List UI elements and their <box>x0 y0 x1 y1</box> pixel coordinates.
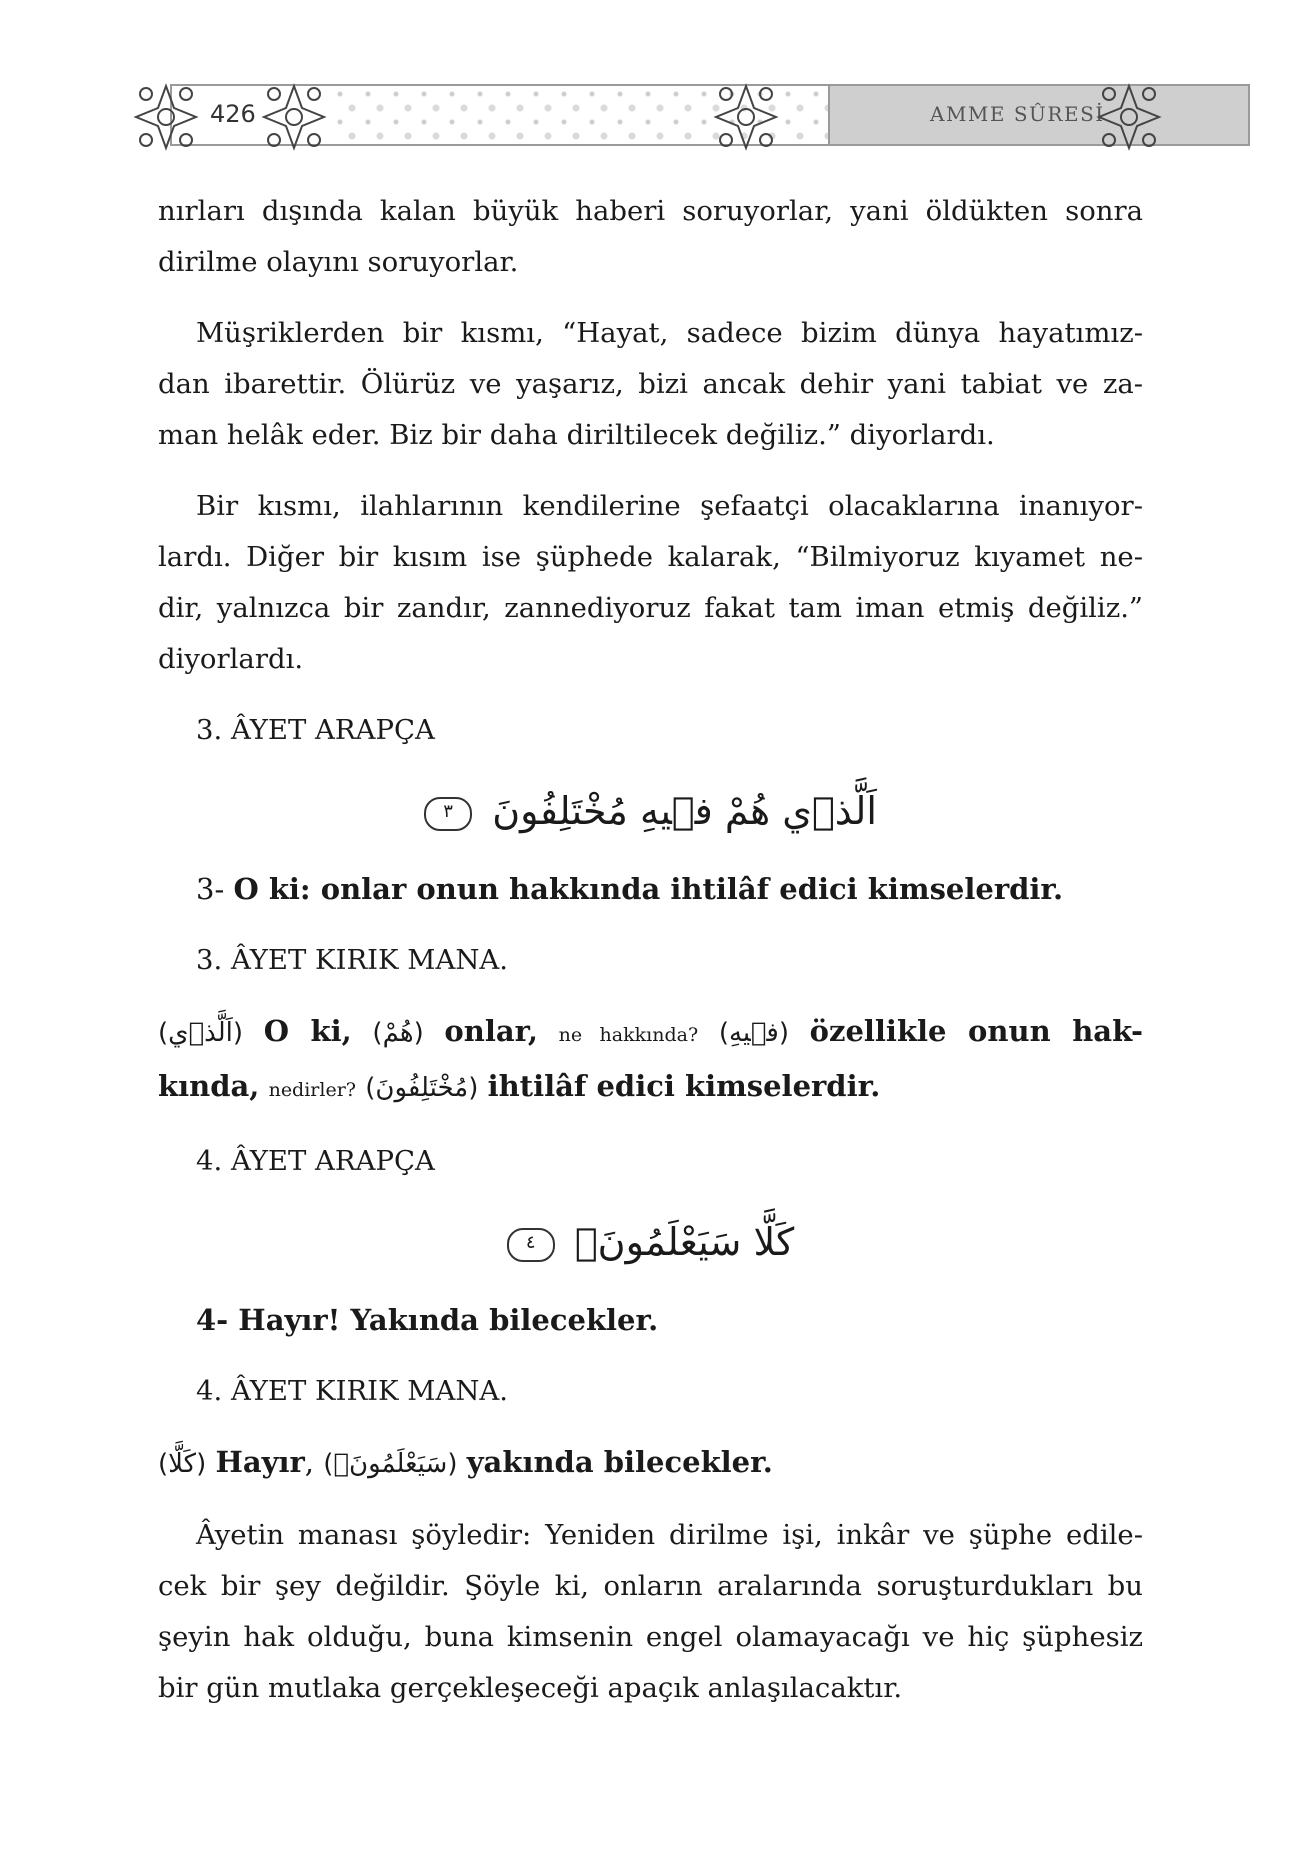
paragraph <box>158 481 1143 685</box>
arabic-word: (مُخْتَلِفُونَ) <box>365 1073 479 1103</box>
ayet-translation <box>196 864 1143 915</box>
word-meaning: ihtilâf edici kimselerdir. <box>487 1069 881 1103</box>
word-meaning: yakında bilecekler. <box>466 1445 773 1479</box>
page-header <box>130 78 1165 156</box>
text-line: diyorlardı. <box>158 643 304 675</box>
ornament-icon <box>130 78 202 156</box>
word-meaning: kında, <box>158 1069 260 1103</box>
translation-number: 3- <box>196 872 234 906</box>
text-line: dirilme olayını soruyorlar. <box>158 246 519 278</box>
ayet-kirik-heading: 3. ÂYET KIRIK MANA. <box>196 944 508 976</box>
text-line: Bir kısmı, ilahlarının kendilerine şefaatçi olacaklarına inanıyor- <box>196 490 1143 522</box>
text-line: dir, yalnızca bir zandır, zannediyoruz fakat tam iman etmiş değiliz.” <box>158 592 1143 624</box>
text-line: man helâk eder. Biz bir daha diriltilecek değiliz.” diyorlardı. <box>158 419 995 451</box>
paragraph <box>158 1510 1143 1714</box>
ornament-icon <box>710 78 782 156</box>
text-line: şeyin hak olduğu, buna kimsenin engel olamayacağı ve hiç şüphesiz <box>158 1621 1143 1653</box>
arabic-word: (ف۪يهِ) <box>718 1018 789 1048</box>
paragraph <box>158 186 1143 288</box>
ornament-icon <box>1093 78 1165 156</box>
word-meaning: özellikle onun hak- <box>809 1014 1144 1048</box>
verse-number-mark: ٤ <box>507 1228 555 1262</box>
arabic-word: (اَلَّذ۪ي) <box>158 1018 244 1048</box>
arabic-verse-text: كَلَّا سَيَعْلَمُونَۙ <box>574 1220 795 1264</box>
ayet-arabic-heading: 4. ÂYET ARAPÇA <box>196 1145 435 1177</box>
arabic-verse <box>158 1207 1143 1277</box>
kirik-mana <box>158 1006 1143 1116</box>
kirik-mana <box>158 1437 1143 1490</box>
ornament-icon <box>258 78 330 156</box>
question-note: ne hakkında? <box>558 1024 699 1046</box>
text-line: dan ibarettir. Ölürüz ve yaşarız, bizi ancak dehir yani tabiat ve za- <box>158 368 1143 400</box>
running-title: AMME SÛRESİ <box>930 102 1105 126</box>
arabic-verse-text: اَلَّذ۪ي هُمْ ف۪يهِ مُخْتَلِفُونَ <box>492 789 877 833</box>
page-content <box>158 186 1143 1734</box>
kirik-line <box>158 1061 1143 1116</box>
text-line: lardı. Diğer bir kısım ise şüphede kalarak, “Bilmiyoruz kıyamet ne- <box>158 541 1143 573</box>
ayet-translation: 4- Hayır! Yakında bilecekler. <box>196 1303 659 1337</box>
arabic-verse <box>158 776 1143 846</box>
ayet-arabic-heading: 3. ÂYET ARAPÇA <box>196 714 435 746</box>
arabic-word: (كَلَّا) <box>158 1449 207 1479</box>
separator: , <box>304 1445 324 1479</box>
text-line: nırları dışında kalan büyük haberi soruyorlar, yani öldükten sonra <box>158 195 1143 227</box>
arabic-word: (سَيَعْلَمُونَۙ) <box>323 1449 458 1479</box>
ayet-kirik-heading: 4. ÂYET KIRIK MANA. <box>196 1375 508 1407</box>
paragraph <box>158 308 1143 461</box>
translation-text: O ki: onlar onun hakkında ihtilâf edici kimselerdir. <box>233 872 1064 906</box>
text-line: Müşriklerden bir kısmı, “Hayat, sadece bizim dünya hayatımız- <box>196 317 1143 349</box>
word-meaning: onlar, <box>444 1014 538 1048</box>
text-line: Âyetin manası şöyledir: Yeniden dirilme işi, inkâr ve şüphe edile- <box>196 1519 1143 1551</box>
text-line: bir gün mutlaka gerçekleşeceği apaçık anlaşılacaktır. <box>158 1672 903 1704</box>
text-line: cek bir şey değildir. Şöyle ki, onların aralarında soruşturdukları bu <box>158 1570 1143 1602</box>
kirik-line <box>158 1006 1143 1061</box>
word-meaning: O ki, <box>263 1014 352 1048</box>
question-note: nedirler? <box>268 1079 356 1101</box>
verse-number-mark: ٣ <box>424 797 472 831</box>
page-number: 426 <box>210 100 256 128</box>
arabic-word: (هُمْ) <box>372 1018 424 1048</box>
word-meaning: Hayır <box>215 1445 305 1479</box>
